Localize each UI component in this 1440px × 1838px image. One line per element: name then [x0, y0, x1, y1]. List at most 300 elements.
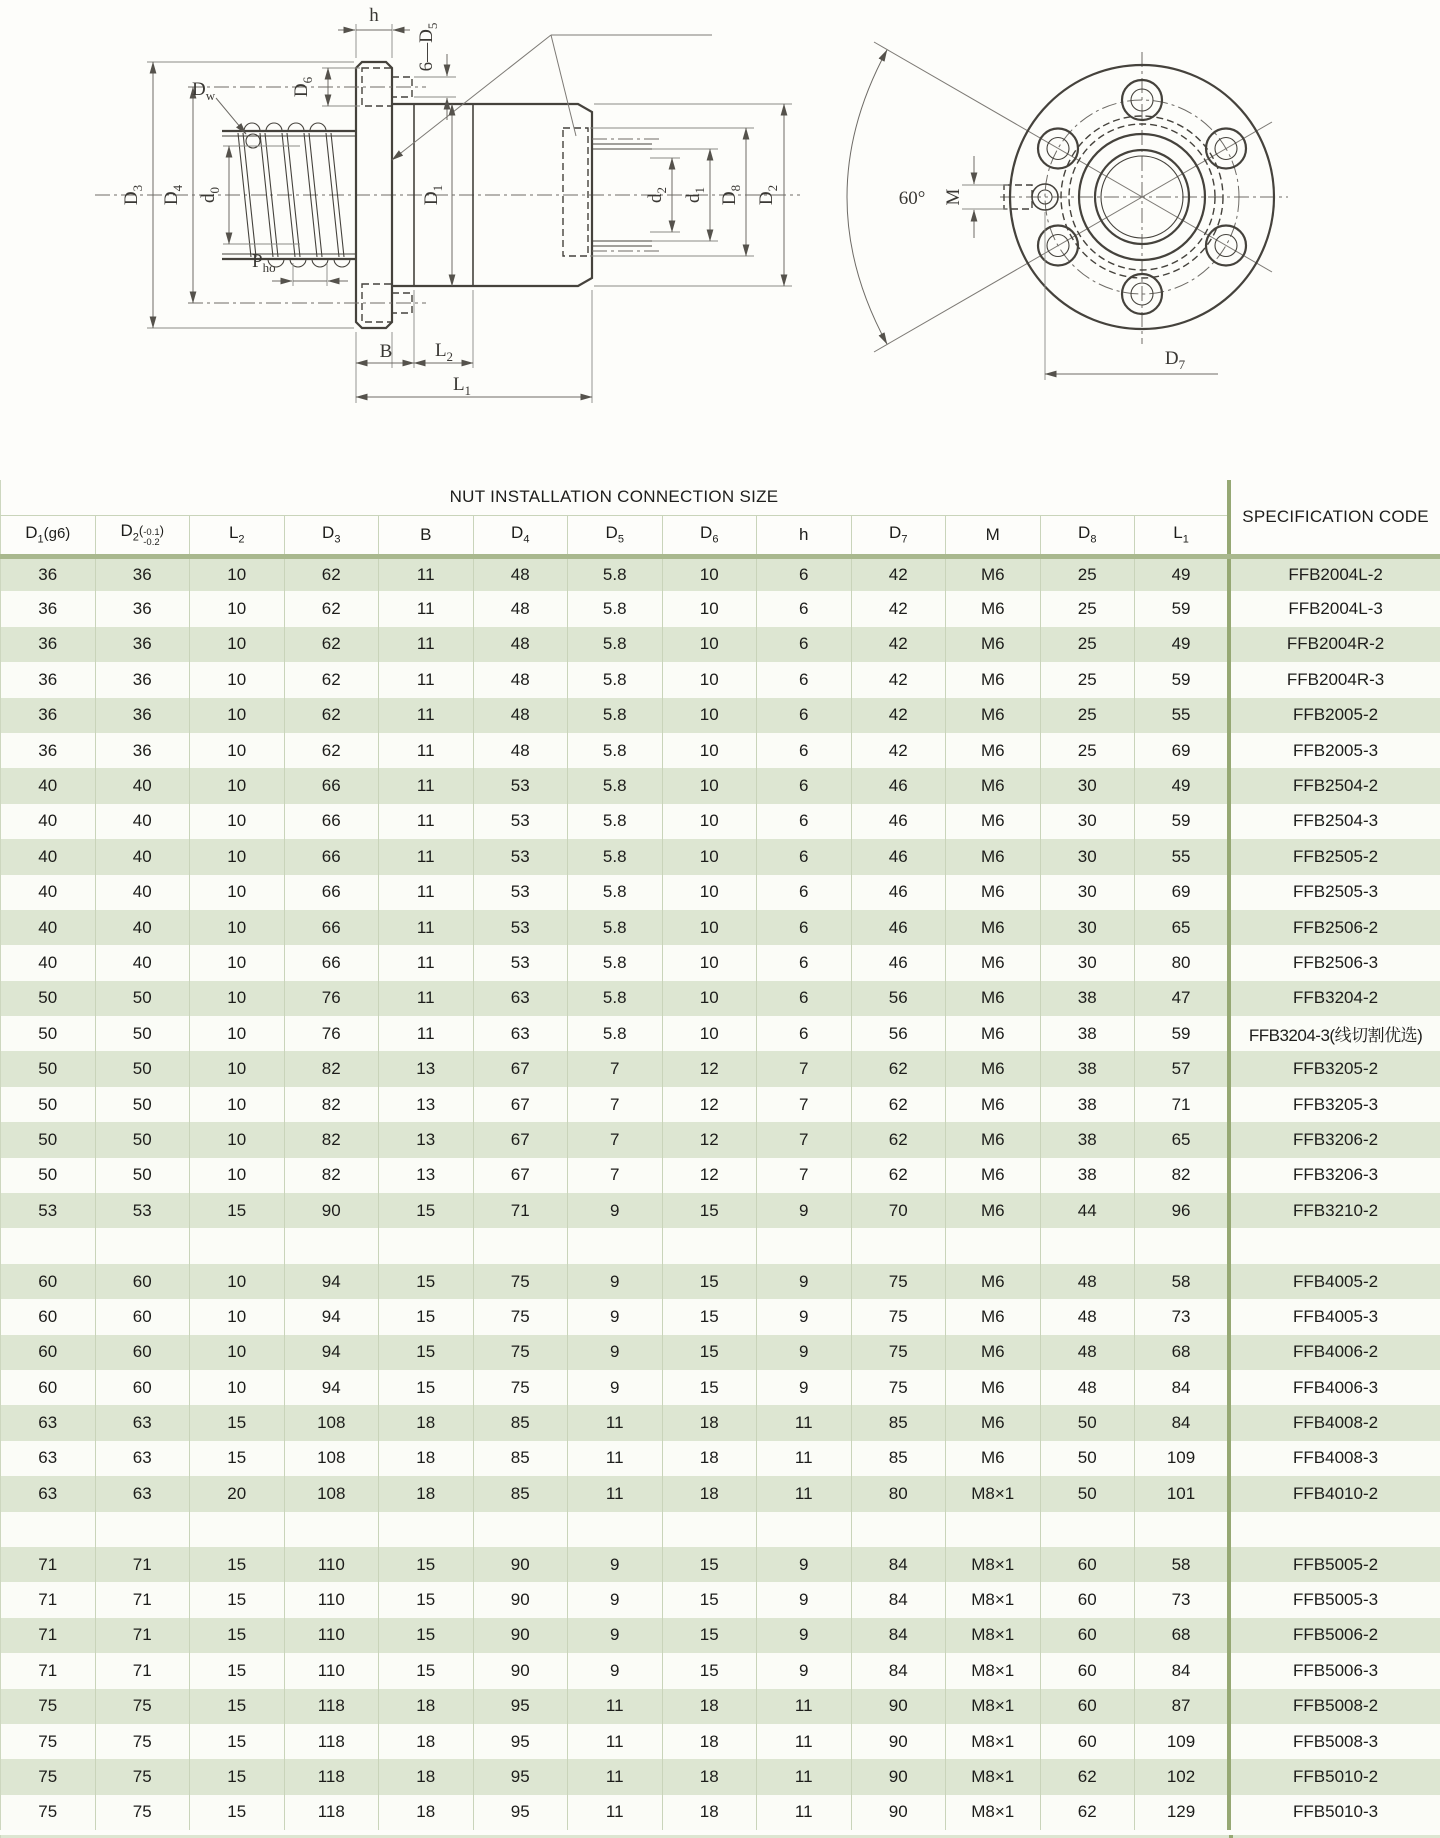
table-cell: 76 — [284, 981, 379, 1016]
table-cell: 13 — [379, 1122, 474, 1157]
table-cell: 66 — [284, 804, 379, 839]
table-cell: 85 — [851, 1405, 946, 1440]
spec-code-cell: FFB5005-2 — [1229, 1547, 1440, 1582]
table-title-row — [1, 480, 1440, 515]
dim-label-d3: $D_3$ — [121, 184, 145, 206]
table-cell: 11 — [757, 1689, 852, 1724]
table-cell: 63 — [1, 1476, 96, 1511]
dim-label-d1-body: $D_1$ — [421, 184, 445, 206]
table-cell: 6 — [757, 910, 852, 945]
table-cell: 36 — [95, 733, 190, 768]
table-row — [1, 1016, 1440, 1051]
table-cell: 62 — [284, 627, 379, 662]
table-cell: 18 — [379, 1689, 474, 1724]
table-cell: 101 — [1135, 1476, 1230, 1511]
table-cell: 9 — [757, 1299, 852, 1334]
table-cell: 42 — [851, 698, 946, 733]
table-cell: 75 — [851, 1264, 946, 1299]
table-cell: M6 — [946, 945, 1041, 980]
table-cell — [1135, 1512, 1230, 1547]
table-cell: 90 — [851, 1689, 946, 1724]
table-cell: 11 — [379, 839, 474, 874]
table-cell: 53 — [95, 1193, 190, 1228]
table-cell: 5.8 — [568, 839, 663, 874]
table-cell: 30 — [1040, 875, 1135, 910]
table-cell: M6 — [946, 1193, 1041, 1228]
table-cell: 9 — [757, 1370, 852, 1405]
table-cell: 110 — [284, 1582, 379, 1617]
table-cell: 82 — [1135, 1158, 1230, 1193]
table-cell: 7 — [568, 1087, 663, 1122]
table-cell: 63 — [95, 1476, 190, 1511]
table-cell: 48 — [1040, 1370, 1135, 1405]
table-cell: 67 — [473, 1122, 568, 1157]
table-cell: 50 — [1, 1122, 96, 1157]
table-row — [1, 1335, 1440, 1370]
table-cell: 15 — [379, 1370, 474, 1405]
column-header-h: h — [757, 515, 852, 556]
table-cell: 7 — [757, 1158, 852, 1193]
table-cell: 10 — [190, 1264, 285, 1299]
table-cell: 46 — [851, 768, 946, 803]
table-cell: 38 — [1040, 1122, 1135, 1157]
table-cell: 48 — [1040, 1299, 1135, 1334]
table-cell: 110 — [284, 1547, 379, 1582]
table-cell: 10 — [190, 1335, 285, 1370]
table-cell: 75 — [1, 1724, 96, 1759]
extension-lines — [147, 24, 792, 403]
dim-label-m: M — [943, 188, 964, 206]
table-cell: 40 — [1, 804, 96, 839]
spec-code-cell: FFB5008-2 — [1229, 1689, 1440, 1724]
table-cell: 90 — [473, 1653, 568, 1688]
table-row — [1, 1476, 1440, 1511]
table-cell: 59 — [1135, 1016, 1230, 1051]
table-cell: 30 — [1040, 839, 1135, 874]
table-cell: 60 — [95, 1299, 190, 1334]
flange-view — [847, 42, 1288, 380]
table-cell: 25 — [1040, 556, 1135, 591]
table-cell: M8×1 — [946, 1653, 1041, 1688]
table-cell — [946, 1228, 1041, 1263]
spec-code-cell: FFB3206-3 — [1229, 1158, 1440, 1193]
table-cell: M6 — [946, 1441, 1041, 1476]
table-cell — [662, 1512, 757, 1547]
table-row — [1, 1689, 1440, 1724]
table-cell: 129 — [1135, 1795, 1230, 1830]
table-cell — [473, 1228, 568, 1263]
table-cell: 5.8 — [568, 1016, 663, 1051]
table-cell: 7 — [568, 1122, 663, 1157]
table-cell: 110 — [284, 1653, 379, 1688]
table-cell: 25 — [1040, 662, 1135, 697]
table-cell: 63 — [473, 981, 568, 1016]
table-cell: 9 — [757, 1547, 852, 1582]
table-cell: 13 — [379, 1087, 474, 1122]
table-cell: 108 — [284, 1441, 379, 1476]
table-cell: 6 — [757, 804, 852, 839]
table-cell — [379, 1512, 474, 1547]
table-cell: 90 — [851, 1724, 946, 1759]
table-cell: 10 — [190, 910, 285, 945]
table-row — [1, 910, 1440, 945]
spec-code-cell: FFB3210-2 — [1229, 1193, 1440, 1228]
table-cell: 95 — [473, 1795, 568, 1830]
table-row — [1, 768, 1440, 803]
table-cell — [568, 1512, 663, 1547]
table-cell: 15 — [662, 1618, 757, 1653]
table-cell: 50 — [1040, 1441, 1135, 1476]
table-cell: 11 — [568, 1405, 663, 1440]
table-cell: 71 — [1, 1547, 96, 1582]
table-cell: 10 — [662, 945, 757, 980]
table-cell: 85 — [473, 1405, 568, 1440]
table-cell: 15 — [662, 1264, 757, 1299]
column-header-d6: $D_6$ — [662, 515, 757, 556]
leader-lines — [392, 35, 712, 160]
table-cell: 60 — [1040, 1724, 1135, 1759]
spec-code-cell: FFB5010-3 — [1229, 1795, 1440, 1830]
table-cell: 95 — [473, 1724, 568, 1759]
table-cell: M8×1 — [946, 1582, 1041, 1617]
table-cell: 50 — [95, 981, 190, 1016]
table-cell: 42 — [851, 733, 946, 768]
table-cell: 11 — [568, 1689, 663, 1724]
table-cell: 82 — [284, 1087, 379, 1122]
table-row — [1, 1051, 1440, 1086]
table-cell: 10 — [662, 698, 757, 733]
table-cell: 56 — [851, 981, 946, 1016]
table-cell: 18 — [379, 1441, 474, 1476]
spec-code-cell — [1229, 1228, 1440, 1263]
table-cell — [1, 1228, 96, 1263]
table-cell: 42 — [851, 591, 946, 626]
table-cell: 15 — [662, 1193, 757, 1228]
table-cell: 62 — [1040, 1795, 1135, 1830]
spec-code-cell: FFB5008-3 — [1229, 1724, 1440, 1759]
table-cell — [284, 1512, 379, 1547]
table-row — [1, 1547, 1440, 1582]
table-cell: 25 — [1040, 733, 1135, 768]
table-cell: 75 — [851, 1370, 946, 1405]
table-cell: 9 — [757, 1193, 852, 1228]
table-cell: 9 — [757, 1618, 852, 1653]
table-row — [1, 1193, 1440, 1228]
table-cell: 15 — [379, 1653, 474, 1688]
spec-code-cell: FFB2506-3 — [1229, 945, 1440, 980]
table-cell: 11 — [379, 591, 474, 626]
table-cell: M6 — [946, 1405, 1041, 1440]
table-cell: 76 — [284, 1016, 379, 1051]
table-cell: 75 — [95, 1689, 190, 1724]
dim-label-d6: $D_6$ — [291, 76, 315, 98]
table-cell: 38 — [1040, 981, 1135, 1016]
table-cell: 36 — [1, 698, 96, 733]
table-cell: 15 — [190, 1795, 285, 1830]
table-cell: 66 — [284, 768, 379, 803]
table-cell: 40 — [95, 804, 190, 839]
table-cell: 62 — [284, 662, 379, 697]
table-cell: 18 — [379, 1476, 474, 1511]
table-cell: 11 — [757, 1476, 852, 1511]
table-cell: 11 — [379, 698, 474, 733]
table-cell: 5.8 — [568, 910, 663, 945]
table-cell: 84 — [1135, 1405, 1230, 1440]
table-cell — [190, 1512, 285, 1547]
table-cell: 60 — [1040, 1582, 1135, 1617]
table-cell: 15 — [379, 1618, 474, 1653]
table-title: NUT INSTALLATION CONNECTION SIZE — [1, 480, 1230, 515]
table-cell: 75 — [1, 1795, 96, 1830]
table-cell: 108 — [284, 1476, 379, 1511]
table-cell: 118 — [284, 1689, 379, 1724]
spec-code-cell: FFB2004L-2 — [1229, 556, 1440, 591]
table-cell: 10 — [190, 1158, 285, 1193]
table-cell: 7 — [757, 1087, 852, 1122]
table-cell: 50 — [95, 1158, 190, 1193]
table-cell: M6 — [946, 1264, 1041, 1299]
table-cell: 6 — [757, 556, 852, 591]
table-cell: 36 — [1, 591, 96, 626]
table-cell — [1, 1512, 96, 1547]
table-cell: 10 — [662, 910, 757, 945]
table-cell: M6 — [946, 1122, 1041, 1157]
table-cell: 118 — [284, 1795, 379, 1830]
table-cell: 10 — [190, 804, 285, 839]
table-cell: M6 — [946, 1051, 1041, 1086]
table-cell: 5.8 — [568, 768, 663, 803]
table-cell: 11 — [379, 733, 474, 768]
table-row — [1, 1441, 1440, 1476]
table-cell: 75 — [473, 1335, 568, 1370]
table-cell: 66 — [284, 875, 379, 910]
table-cell: 5.8 — [568, 875, 663, 910]
dimension-labels — [121, 5, 780, 398]
internal-recess — [563, 128, 588, 256]
table-cell: 10 — [190, 698, 285, 733]
table-row — [1, 662, 1440, 697]
spec-code-cell: FFB3206-2 — [1229, 1122, 1440, 1157]
spec-code-cell: FFB4006-2 — [1229, 1335, 1440, 1370]
spec-code-cell: FFB3205-3 — [1229, 1087, 1440, 1122]
column-header-d4: $D_4$ — [473, 515, 568, 556]
table-header-row — [1, 515, 1440, 556]
table-cell: 12 — [662, 1051, 757, 1086]
table-cell: 56 — [851, 1016, 946, 1051]
dim-label-d1-shaft: $d_1$ — [683, 187, 707, 203]
table-cell: 68 — [1135, 1335, 1230, 1370]
table-cell: 10 — [190, 1370, 285, 1405]
table-cell: 9 — [757, 1335, 852, 1370]
table-cell: 10 — [662, 839, 757, 874]
dim-label-l2: $L_2$ — [434, 340, 454, 364]
table-cell: 15 — [662, 1335, 757, 1370]
table-cell: 71 — [95, 1582, 190, 1617]
table-cell: 12 — [662, 1087, 757, 1122]
table-cell: 50 — [1040, 1476, 1135, 1511]
table-cell: 71 — [1, 1618, 96, 1653]
table-cell: 36 — [95, 698, 190, 733]
table-row — [1, 1405, 1440, 1440]
table-cell: 30 — [1040, 910, 1135, 945]
table-cell: 65 — [1135, 910, 1230, 945]
table-cell: 55 — [1135, 839, 1230, 874]
table-cell: 85 — [473, 1441, 568, 1476]
spec-code-cell: FFB4008-3 — [1229, 1441, 1440, 1476]
table-cell: 10 — [190, 1122, 285, 1157]
table-row — [1, 1370, 1440, 1405]
table-row — [1, 591, 1440, 626]
table-cell: 5.8 — [568, 662, 663, 697]
table-cell: 15 — [190, 1759, 285, 1794]
table-row — [1, 875, 1440, 910]
table-cell: 9 — [568, 1547, 663, 1582]
table-cell: 6 — [757, 945, 852, 980]
table-cell: 95 — [473, 1689, 568, 1724]
table-cell — [473, 1512, 568, 1547]
table-cell: 63 — [1, 1405, 96, 1440]
table-cell: 5.8 — [568, 981, 663, 1016]
table-cell: 11 — [379, 910, 474, 945]
table-row — [1, 1087, 1440, 1122]
table-row — [1, 627, 1440, 662]
table-cell: 6 — [757, 627, 852, 662]
table-cell: 59 — [1135, 662, 1230, 697]
table-cell: 49 — [1135, 768, 1230, 803]
table-row — [1, 839, 1440, 874]
table-cell: 11 — [379, 1016, 474, 1051]
table-cell — [851, 1228, 946, 1263]
table-cell: 40 — [95, 945, 190, 980]
table-cell: 66 — [284, 839, 379, 874]
table-cell: M6 — [946, 591, 1041, 626]
table-cell: 62 — [284, 733, 379, 768]
table-cell: M6 — [946, 1016, 1041, 1051]
table-row — [1, 1299, 1440, 1334]
table-cell: 60 — [95, 1370, 190, 1405]
table-cell: M6 — [946, 1335, 1041, 1370]
table-cell: 60 — [1, 1264, 96, 1299]
table-cell: 6 — [757, 768, 852, 803]
table-cell: 46 — [851, 804, 946, 839]
dim-label-d2-body: $D_2$ — [756, 184, 780, 206]
table-cell: 10 — [190, 1299, 285, 1334]
table-cell: M6 — [946, 1087, 1041, 1122]
section-view — [95, 5, 800, 403]
table-cell: 10 — [662, 804, 757, 839]
table-cell: 62 — [284, 556, 379, 591]
column-header-b: B — [379, 515, 474, 556]
dim-label-d8: $D_8$ — [719, 184, 743, 206]
column-header-d2: $D_2$( -0.1 -0.2 ) — [95, 515, 190, 556]
table-cell: 69 — [1135, 733, 1230, 768]
table-cell: 15 — [379, 1299, 474, 1334]
table-cell: 60 — [1040, 1653, 1135, 1688]
spec-code-cell: FFB3204-2 — [1229, 981, 1440, 1016]
nut-size-table — [0, 480, 1440, 1830]
table-cell: 48 — [473, 627, 568, 662]
table-cell: 47 — [1135, 981, 1230, 1016]
table-cell: 80 — [1135, 945, 1230, 980]
table-cell: 84 — [851, 1582, 946, 1617]
table-cell: 36 — [95, 591, 190, 626]
table-cell: 10 — [190, 981, 285, 1016]
table-cell: 85 — [851, 1441, 946, 1476]
table-cell: 75 — [1, 1759, 96, 1794]
table-cell: 30 — [1040, 945, 1135, 980]
table-cell: 15 — [190, 1618, 285, 1653]
table-cell: 68 — [1135, 1618, 1230, 1653]
table-cell: 53 — [473, 839, 568, 874]
table-cell — [662, 1228, 757, 1263]
table-cell: 10 — [662, 556, 757, 591]
table-cell: 40 — [95, 768, 190, 803]
table-cell: 75 — [95, 1759, 190, 1794]
table-cell: 46 — [851, 875, 946, 910]
table-cell: 90 — [851, 1795, 946, 1830]
table-cell: 62 — [851, 1122, 946, 1157]
table-cell: M6 — [946, 839, 1041, 874]
table-cell: 6 — [757, 1016, 852, 1051]
table-cell: 9 — [568, 1193, 663, 1228]
table-cell: 25 — [1040, 591, 1135, 626]
table-cell: 42 — [851, 627, 946, 662]
spec-code-header: SPECIFICATION CODE — [1229, 480, 1440, 556]
table-cell: 75 — [473, 1299, 568, 1334]
table-cell: 70 — [851, 1193, 946, 1228]
table-cell: 73 — [1135, 1582, 1230, 1617]
table-cell: 50 — [1, 981, 96, 1016]
table-cell: 11 — [379, 804, 474, 839]
table-cell: 5.8 — [568, 556, 663, 591]
table-cell: 40 — [1, 875, 96, 910]
table-cell — [95, 1228, 190, 1263]
table-cell: 62 — [1040, 1759, 1135, 1794]
table-cell: 82 — [284, 1158, 379, 1193]
table-cell: 36 — [1, 662, 96, 697]
table-cell: M6 — [946, 981, 1041, 1016]
table-cell: 7 — [757, 1122, 852, 1157]
table-cell: 60 — [95, 1335, 190, 1370]
column-header-d1: $D_1(g6)$ — [1, 515, 96, 556]
table-cell: 18 — [379, 1795, 474, 1830]
table-cell: 9 — [568, 1370, 663, 1405]
table-cell: 50 — [95, 1122, 190, 1157]
spec-code-cell: FFB2504-3 — [1229, 804, 1440, 839]
table-cell: 5.8 — [568, 945, 663, 980]
spec-code-cell: FFB4008-2 — [1229, 1405, 1440, 1440]
table-cell: 7 — [568, 1158, 663, 1193]
table-cell: M6 — [946, 698, 1041, 733]
table-cell: 102 — [1135, 1759, 1230, 1794]
table-cell: 53 — [473, 945, 568, 980]
table-cell: 69 — [1135, 875, 1230, 910]
table-cell — [1040, 1512, 1135, 1547]
table-cell: 15 — [190, 1724, 285, 1759]
dim-label-l1: $L_1$ — [452, 374, 472, 398]
table-cell: 94 — [284, 1264, 379, 1299]
table-cell: 15 — [190, 1441, 285, 1476]
table-cell: M8×1 — [946, 1689, 1041, 1724]
table-cell: 90 — [473, 1582, 568, 1617]
table-row — [1, 1759, 1440, 1794]
spec-code-cell: FFB2504-2 — [1229, 768, 1440, 803]
table-cell: 71 — [1135, 1087, 1230, 1122]
table-cell: 40 — [95, 839, 190, 874]
table-cell: 11 — [568, 1759, 663, 1794]
table-cell — [379, 1228, 474, 1263]
table-cell: 53 — [473, 768, 568, 803]
